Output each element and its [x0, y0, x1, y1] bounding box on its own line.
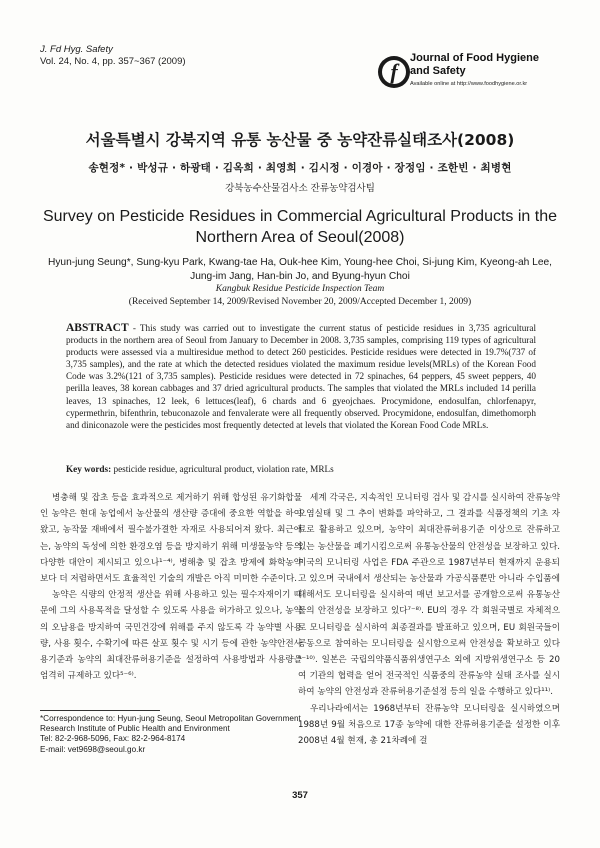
footnote-line2: Tel: 82-2-968-5096, Fax: 82-2-964-8174: [40, 734, 186, 744]
keywords-text: pesticide residue, agricultural product, violation rate, MRLs: [111, 464, 334, 474]
svg-text:f: f: [390, 59, 398, 84]
body-paragraph: 우리나라에서는 1968년부터 잔류농약 모니터링을 실시하였으며 1988년 9월 처음으로 17종 농약에 대한 잔류허용기준을 설정한 이후 2008년 4월 현재, 총 21차례에 걸: [298, 703, 560, 747]
journal-name-line1: Journal of Food Hygiene: [410, 52, 539, 64]
authors-english-line1: Hyun-jung Seung*, Sung-kyu Park, Kwang-tae Ha, Ouk-hee Kim, Young-hee Choi, Si-jung Kim, Kyeong-ah Lee,: [47, 257, 552, 268]
journal-abbreviation: J. Fd Hyg. Safety: [40, 44, 113, 55]
abstract: [66, 322, 536, 431]
correspondence-footnote: [40, 714, 302, 755]
body-paragraph: 병충해 및 잡초 등을 효과적으로 제거하기 위해 합성된 유기화합물인 농약은 현대 농업에서 농산물의 생산량 증대에 중요한 역할을 하여 왔고, 농작물 재배에서 필수불가결한 자재로 사용되어져 왔다. 최근에는, 농약의 독성에 의한 환경오염 등을 방지하기 위해 미생물농약 등의 다양한 대안이 제시되고 있으나¹⁻⁴⁾, 병해충 및 잡초 방제에 화학농약보다 더 저렴하면서도 효율적인 기술의 개발은 아직 미미한 수준이다.: [40, 493, 302, 585]
footnote-line1: *Correspondence to: Hyun-jung Seung, Seoul Metropolitan Government Research Institute of Public Health and Environment: [40, 714, 301, 734]
body-left-column: [40, 490, 302, 684]
body-paragraph: 세계 각국은, 지속적인 모니터링 검사 및 감시를 실시하여 잔류농약 오염실태 및 그 추이 변화를 파악하고, 그 결과를 식품정책의 기초 자료로 활용하고 있으며, 농약이 최대잔류허용기준 이상으로 잔류하고 있는 농산물을 폐기시킴으로써 유통농산물의 안전성을 보장하고 있다. 미국의 모니터링 사업은 FDA 주관으로 1987년부터 현재까지 운용되고 있으며 국내에서 생산되는 농산물과 가공식품뿐만 아니라 수입품에 대해서도 모니터링을 실시하여 매년 보고서를 공개함으로써 유통농산물의 안전성을 보장하고 있다⁷⁻⁸⁾. EU의 경우 각 회원국별로 자체적으로 모니터링을 실시하여 최종결과를 발표하고 있으며, EU 회원국들이 공동으로 참여하는 모니터링을 실시함으로써 안전성을 확보하고 있다⁹⁻¹⁰⁾. 일본은 국립의약품식품위생연구소 외에 지방위생연구소 등 20여 기관의 협력을 얻어 전국적인 식품중의 잔류농약 실태 조사를 실시하여 농약의 안전성과 잔류허용기준설정 등의 일을 수행하고 있다¹¹⁾.: [298, 493, 560, 698]
title-english-line2: Northern Area of Seoul(2008): [195, 229, 405, 246]
title-english: [0, 206, 600, 248]
authors-english: [30, 256, 570, 284]
journal-branding: [410, 52, 539, 87]
journal-logo-icon: [374, 52, 414, 92]
volume-info: Vol. 24, No. 4, pp. 357~367 (2009): [40, 56, 186, 67]
title-korean: 서울특별시 강북지역 유통 농산물 중 농약잔류실태조사(2008): [85, 131, 515, 149]
body-right-column: [298, 490, 560, 749]
body-paragraph: 농약은 식량의 안정적 생산을 위해 사용하고 있는 필수자재이기 때문에 그의 사용목적을 달성할 수 있도록 사용을 허가하고 있으나, 농약의 오남용을 방지하여 국민건강에 위해를 주지 않도록 각 농약별 사용량, 사용 횟수, 수확기에 따른 살포 횟수 및 시기 등에 관한 농약안전사용기준과 농약의 최대잔류허용기준을 설정하여 사용방법과 사용량을 엄격히 규제하고 있다⁵⁻⁶⁾.: [40, 590, 302, 682]
footnote-email[interactable]: E-mail: vet9698@seoul.go.kr: [40, 744, 146, 754]
keywords-label: Key words:: [66, 464, 112, 474]
affiliation-korean: 강북농수산물검사소 잔류농약검사팀: [225, 183, 375, 194]
page-number: 357: [292, 790, 308, 801]
availability-link[interactable]: Available online at http://www.foodhygiene.or.kr: [410, 81, 528, 87]
abstract-label: ABSTRACT: [66, 322, 129, 334]
received-dates: (Received September 14, 2009/Revised November 20, 2009/Accepted December 1, 2009): [128, 297, 472, 307]
journal-name-line2: and Safety: [410, 64, 466, 77]
authors-korean: 송현정* · 박성규 · 하광태 · 김옥희 · 최영희 · 김시정 · 이경아 · 장정임 · 조한빈 · 최병현: [88, 162, 512, 174]
title-english-line1: Survey on Pesticide Residues in Commercial Agricultural Products in the: [42, 208, 557, 225]
footnote-divider: [40, 710, 160, 711]
affiliation-english: Kangbuk Residue Pesticide Inspection Team: [215, 284, 385, 294]
authors-english-line2: Jung-im Jang, Han-bin Jo, and Byung-hyun Choi: [190, 271, 410, 282]
journal-citation: [40, 44, 186, 68]
abstract-text: - This study was carried out to investigate the current status of pesticide residues in 3,735 agricultural products in the northern area of Seoul from January to December in 2008. 3,735 samples, comprising 119 types of agricultural products were assessed via a multiresidue method to detect 260 pesticides. Pesticide residues were detected in 19.7%(737 of 3,735 samples), and the rate at which the detected residues violated the maximum residue levels(MRLs) of the Korean Food Code was 3.2%(121 of 3,735 samples). Pesticide residues were detected in 72 spinaches, 64 peppers, 45 sweet peppers, 40 perilla leaves, 38 korean cabbages and 37 dried agricultural products. The samples that violated the MRLs included 14 perilla leaves, 13 spinaches, 12 leek, 6 lettuces(leaf), 6 chards and 6 gyeojchaes. Procymidone, endosulfan, chlorfenapyr, cypermethrin, bifenthrin, tebuconazole and fenvalerate were all frequently observed. Procymidone, endosulfan, dimethomorph and diniconazole were the pesticides most frequently detected at levels that violated the Korean Food Code MRLs.: [66, 323, 536, 430]
keywords: [66, 464, 536, 474]
